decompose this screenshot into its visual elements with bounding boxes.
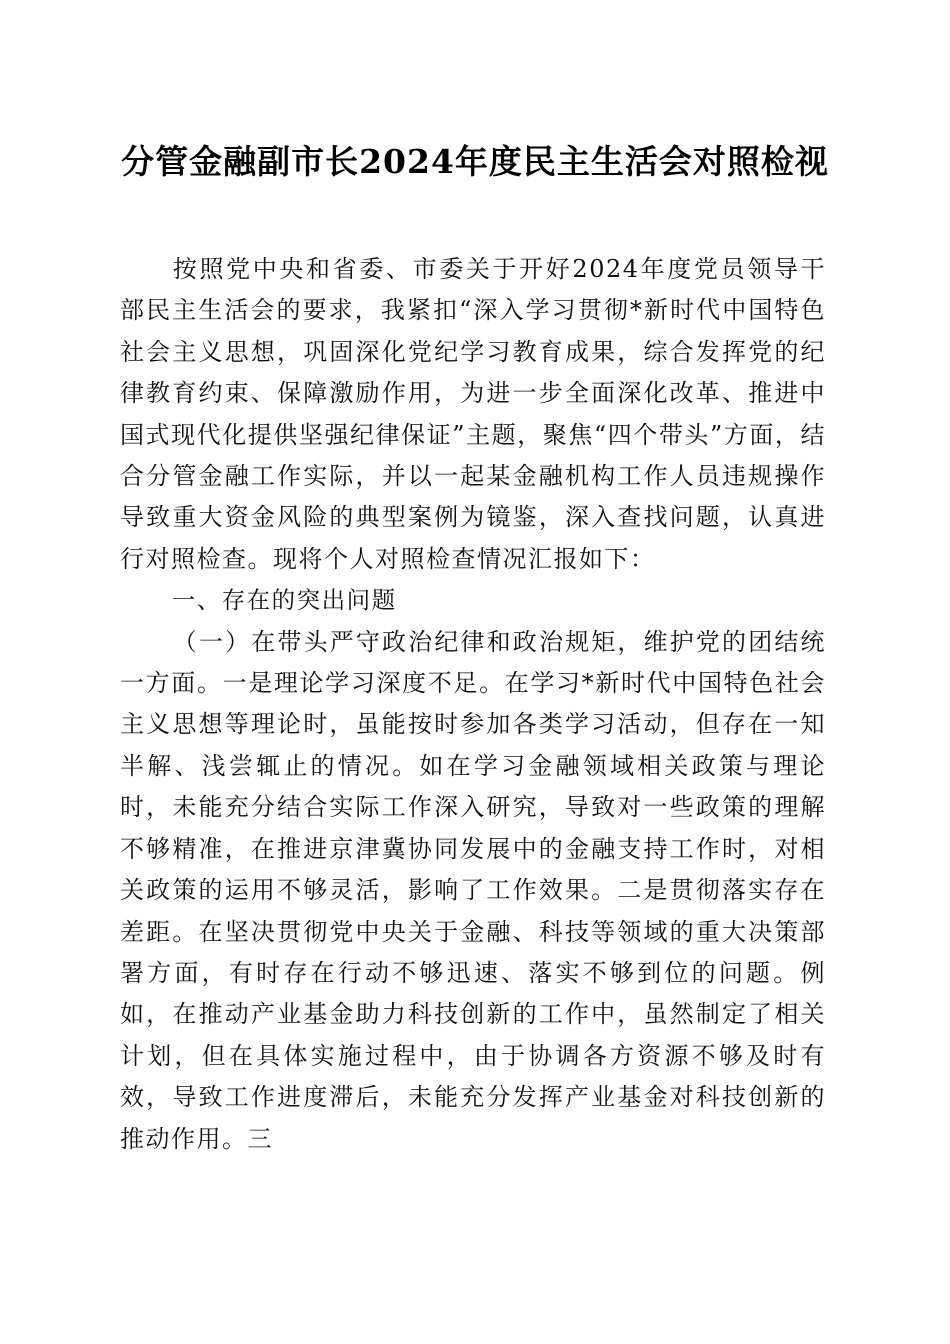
intro-paragraph: 按照党中央和省委、市委关于开好2024年度党员领导干部民主生活会的要求，我紧扣“深入学习贯彻*新时代中国特色社会主义思想，巩固深化党纪学习教育成果，综合发挥党的纪律教育约束、保障激励作用，为进一步全面深化改革、推进中国式现代化提供坚强纪律保证”主题，聚焦“四个带头”方面，结合分管金融工作实际，并以一起某金融机构工作人员违规操作导致重大资金风险的典型案例为镜鉴，深入查找问题，认真进行对照检查。现将个人对照检查情况汇报如下： xyxy=(120,255,826,573)
section-heading: 一、存在的突出问题 xyxy=(171,586,397,615)
section-paragraph: （一）在带头严守政治纪律和政治规矩，维护党的团结统一方面。一是理论学习深度不足。在学习*新时代中国特色社会主义思想等理论时，虽能按时参加各类学习活动，但存在一知半解、浅尝辄止的情况。如在学习金融领域相关政策与理论时，未能充分结合实际工作深入研究，导致对一些政策的理解不够精准，在推进京津冀协同发展中的金融支持工作时，对相关政策的运用不够灵活，影响了工作效果。二是贯彻落实存在差距。在坚决贯彻党中央关于金融、科技等领域的重大决策部署方面，有时存在行动不够迅速、落实不够到位的问题。例如，在推动产业基金助力科技创新的工作中，虽然制定了相关计划，但在具体实施过程中，由于协调各方资源不够及时有效，导致工作进度滞后，未能充分发挥产业基金对科技创新的推动作用。三 xyxy=(120,627,826,1153)
document-title: 分管金融副市长2024年度民主生活会对照检视 xyxy=(121,142,829,181)
document-body xyxy=(120,249,826,1160)
